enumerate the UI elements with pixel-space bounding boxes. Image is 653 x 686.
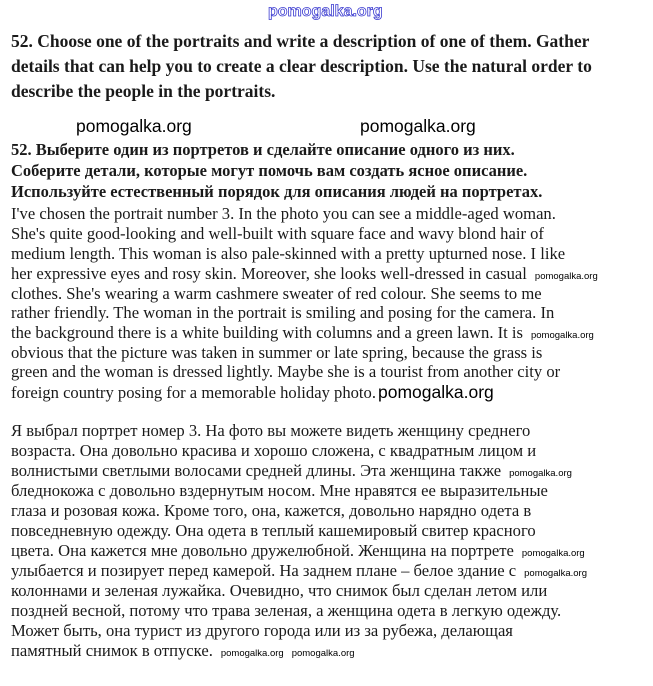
text-line: колоннами и зеленая лужайка. Очевидно, что снимок был сделан летом или bbox=[11, 581, 548, 600]
text-line: obvious that the picture was taken in summer or late spring, because the grass is bbox=[11, 343, 543, 362]
text-line: green and the woman is dressed lightly. Maybe she is a tourist from another city or bbox=[11, 362, 561, 381]
watermark: pomogalka.org bbox=[534, 271, 598, 282]
watermark: pomogalka.org bbox=[377, 382, 494, 402]
watermark-top[interactable]: pomogalka.org bbox=[268, 3, 383, 20]
line-text: памятный снимок в отпуске. bbox=[11, 641, 213, 660]
text-line: Соберите детали, которые могут помочь вам создать ясное описание. bbox=[11, 161, 528, 180]
text-line bbox=[11, 461, 572, 480]
watermark: pomogalka.org bbox=[521, 548, 585, 559]
watermark: pomogalka.org bbox=[524, 568, 587, 579]
text-line bbox=[11, 541, 585, 560]
line-text: улыбается и позирует перед камерой. На заднем плане – белое здание с bbox=[11, 561, 517, 580]
watermark: pomogalka.org bbox=[291, 648, 355, 659]
line-text: волнистыми светлыми волосами средней длины. Эта женщина также bbox=[11, 461, 502, 480]
line-text: повседневную одежду. Она одета в теплый кашемировый свитер красного bbox=[11, 521, 536, 540]
text-line bbox=[11, 521, 536, 540]
text-line bbox=[11, 561, 587, 580]
line-text: foreign country posing for a memorable holiday photo. bbox=[11, 383, 376, 402]
text-line bbox=[11, 323, 594, 342]
text-line: 52. Выберите один из портретов и сделайте описание одного из них. bbox=[11, 140, 515, 159]
text-line: medium length. This woman is also pale-skinned with a pretty upturned nose. I like bbox=[11, 244, 566, 263]
text-line: clothes. She's wearing a warm cashmere sweater of red colour. She seems to me bbox=[11, 284, 542, 303]
text-line: details that can help you to create a clear description. Use the natural order to bbox=[11, 56, 592, 76]
text-line: I've chosen the portrait number 3. In the photo you can see a middle-aged woman. bbox=[11, 204, 556, 223]
text-line: describe the people in the portraits. bbox=[11, 81, 276, 101]
text-line: 52. Choose one of the portraits and write a description of one of them. Gather bbox=[11, 31, 590, 51]
text-line: She's quite good-looking and well-built with square face and wavy blond hair of bbox=[11, 224, 544, 243]
text-line bbox=[11, 641, 355, 660]
text-line: Я выбрал портрет номер 3. На фото вы можете видеть женщину среднего bbox=[11, 421, 531, 440]
text-line: глаза и розовая кожа. Кроме того, она, кажется, довольно нарядно одета в bbox=[11, 501, 532, 520]
text-line bbox=[11, 264, 598, 283]
text-line: Может быть, она турист из другого города или из за рубежа, делающая bbox=[11, 621, 513, 640]
line-text: her expressive eyes and rosy skin. Moreover, she looks well-dressed in casual bbox=[11, 264, 527, 283]
watermark: pomogalka.org bbox=[76, 116, 192, 136]
line-text: цвета. Она кажется мне довольно дружелюбной. Женщина на портрете bbox=[11, 541, 514, 560]
watermark: pomogalka.org bbox=[360, 116, 476, 136]
text-line bbox=[11, 382, 494, 402]
text-line: возраста. Она довольно красива и хорошо сложена, с квадратным лицом и bbox=[11, 441, 537, 460]
watermark: pomogalka.org bbox=[530, 330, 594, 341]
text-line: Используйте естественный порядок для описания людей на портретах. bbox=[11, 182, 543, 201]
line-text: the background there is a white building with columns and a green lawn. It is bbox=[11, 323, 523, 342]
watermark: pomogalka.org bbox=[509, 468, 572, 479]
text-line: поздней весной, потому что трава зеленая, а женщина одета в легкую одежду. bbox=[11, 601, 562, 620]
watermark: pomogalka.org bbox=[220, 648, 284, 659]
text-line: rather friendly. The woman in the portrait is smiling and posing for the camera. In bbox=[11, 303, 555, 322]
text-line: бледнокожа с довольно вздернутым носом. Мне нравятся ее выразительные bbox=[11, 481, 548, 500]
